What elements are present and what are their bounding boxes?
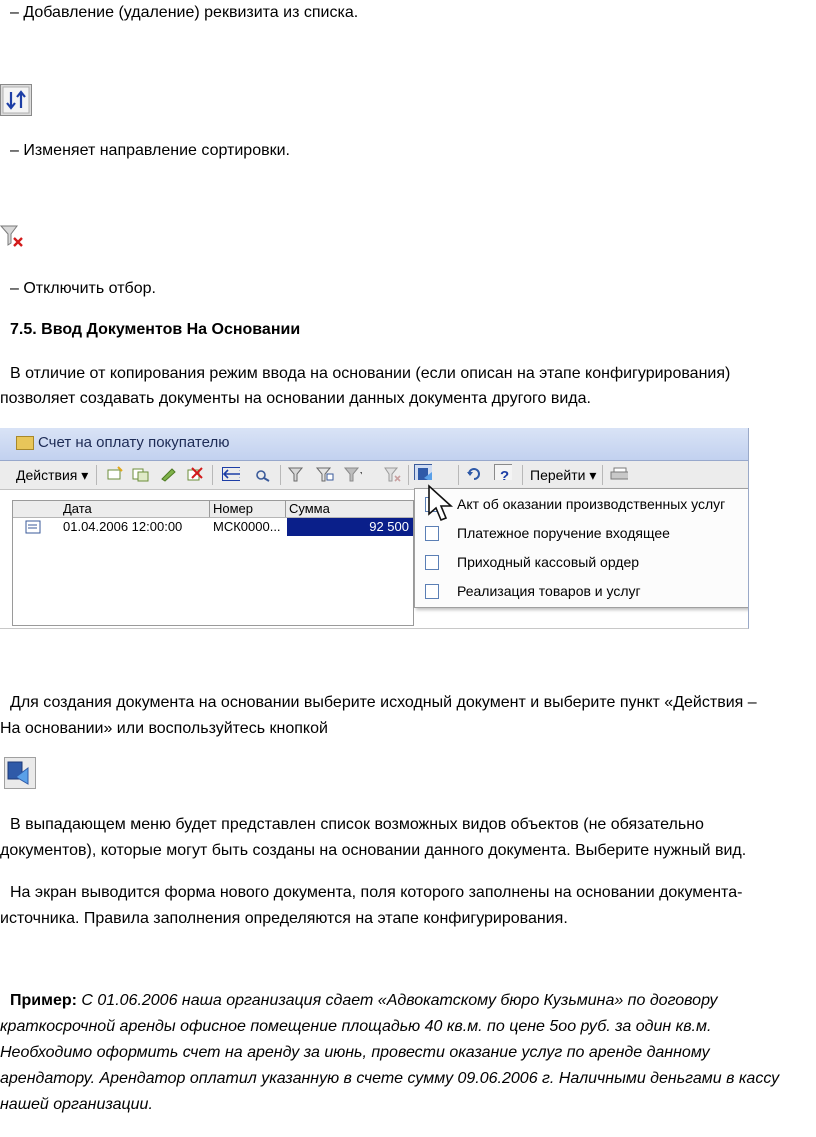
document-list-window (0, 428, 749, 629)
add-icon[interactable] (106, 466, 124, 482)
document-row-icon (25, 520, 45, 534)
mouse-cursor-icon (425, 484, 455, 524)
text-sort: – Изменяет направление сортировки. (10, 142, 290, 159)
example-text: С 01.06.2006 наша организация сдает «Адвокатскому бюро Кузьмина» по договору (76, 992, 718, 1009)
menu-item[interactable] (415, 577, 749, 605)
toolbar-separator (96, 465, 97, 485)
toolbar-separator (602, 465, 603, 485)
grid-header (13, 501, 413, 518)
folder-icon (16, 436, 34, 450)
row-date: 01.04.2006 12:00:00 (63, 519, 183, 534)
menu-item-label: Приходный кассовый ордер (457, 554, 640, 570)
documents-grid (12, 500, 414, 626)
col-sum[interactable]: Сумма (289, 501, 330, 516)
para1-line1: В отличие от копирования режим ввода на основании (если описан на этапе конфигурирования) (10, 365, 731, 382)
print-icon[interactable] (610, 466, 628, 482)
enter-based-on-button-icon (4, 757, 36, 789)
toolbar-separator (280, 465, 281, 485)
example-label: Пример: (10, 992, 77, 1009)
column-divider[interactable] (209, 501, 210, 517)
help-icon[interactable] (494, 464, 512, 480)
delete-icon[interactable] (186, 466, 204, 482)
para4-line1: На экран выводится форма нового документа, поля которого заполнены на основании документа- (10, 884, 743, 901)
goto-menu-button[interactable]: Перейти ▾ (530, 467, 597, 483)
actions-label: Действия (16, 467, 78, 483)
col-number[interactable]: Номер (213, 501, 254, 516)
example-line3: Необходимо оформить счет на аренду за июнь, провести оказание услуг по аренде данному (0, 1044, 710, 1061)
example-line5: нашей организации. (0, 1096, 153, 1113)
menu-item[interactable] (415, 519, 749, 547)
filter-value-icon[interactable] (316, 466, 334, 482)
col-date[interactable]: Дата (63, 501, 92, 516)
edit-icon[interactable] (160, 466, 178, 482)
refresh-icon[interactable] (466, 466, 484, 482)
para4-line2: источника. Правила заполнения определяются на этапе конфигурирования. (0, 910, 568, 927)
svg-text:?: ? (500, 468, 510, 480)
example-line1 (0, 988, 816, 1013)
toolbar (0, 461, 748, 490)
menu-item-label: Платежное поручение входящее (457, 525, 670, 541)
filter-history-icon[interactable] (344, 466, 362, 482)
section-heading: 7.5. Ввод Документов На Основании (10, 321, 301, 338)
menu-item-label: Акт об оказании производственных услуг (457, 496, 726, 512)
table-row[interactable] (13, 518, 413, 536)
filter-icon[interactable] (288, 466, 306, 482)
example-line4: арендатору. Арендатор оплатил указанную в счете сумму 09.06.2006 г. Наличными деньгами в кассу (0, 1070, 780, 1087)
row-sum: 92 500 (287, 518, 413, 536)
interval-icon[interactable] (222, 466, 240, 482)
toolbar-separator (522, 465, 523, 485)
toolbar-separator (458, 465, 459, 485)
based-on-dropdown-menu (414, 488, 749, 608)
example-line2: краткосрочной аренды офисное помещение площадью 40 кв.м. по цене 5оо руб. за один кв.м. (0, 1018, 712, 1035)
document-icon (425, 555, 439, 570)
menu-item-label: Реализация товаров и услуг (457, 583, 641, 599)
para2-line2: На основании» или воспользуйтесь кнопкой (0, 720, 328, 737)
para3-line1: В выпадающем меню будет представлен список возможных видов объектов (не обязательно (10, 816, 704, 833)
find-icon[interactable] (254, 466, 272, 482)
menu-item[interactable] (415, 548, 749, 576)
filter-off-toolbar-icon[interactable] (384, 466, 402, 482)
row-number: МСК0000... (213, 519, 281, 534)
window-title: Счет на оплату покупателю (38, 434, 230, 451)
para2-line1: Для создания документа на основании выберите исходный документ и выберите пункт «Действия – (10, 694, 757, 711)
text-filter-off: – Отключить отбор. (10, 280, 156, 297)
enter-based-on-icon[interactable] (414, 464, 432, 480)
menu-item[interactable] (415, 490, 749, 518)
para3-line2: документов), которые могут быть созданы на основании данного документа. Выберите нужный вид. (0, 842, 747, 859)
filter-off-icon (0, 224, 26, 248)
toolbar-separator (212, 465, 213, 485)
window-titlebar (0, 428, 748, 461)
text-add-remove: – Добавление (удаление) реквизита из списка. (10, 4, 359, 21)
actions-menu-button[interactable]: Действия ▾ (16, 467, 89, 483)
document-icon (425, 526, 439, 541)
para1-line2: позволяет создавать документы на основании данных документа другого вида. (0, 390, 591, 407)
document-icon (425, 584, 439, 599)
copy-icon[interactable] (132, 466, 150, 482)
toolbar-separator (408, 465, 409, 485)
goto-label: Перейти (530, 467, 586, 483)
column-divider[interactable] (285, 501, 286, 517)
sort-direction-icon (0, 84, 32, 116)
